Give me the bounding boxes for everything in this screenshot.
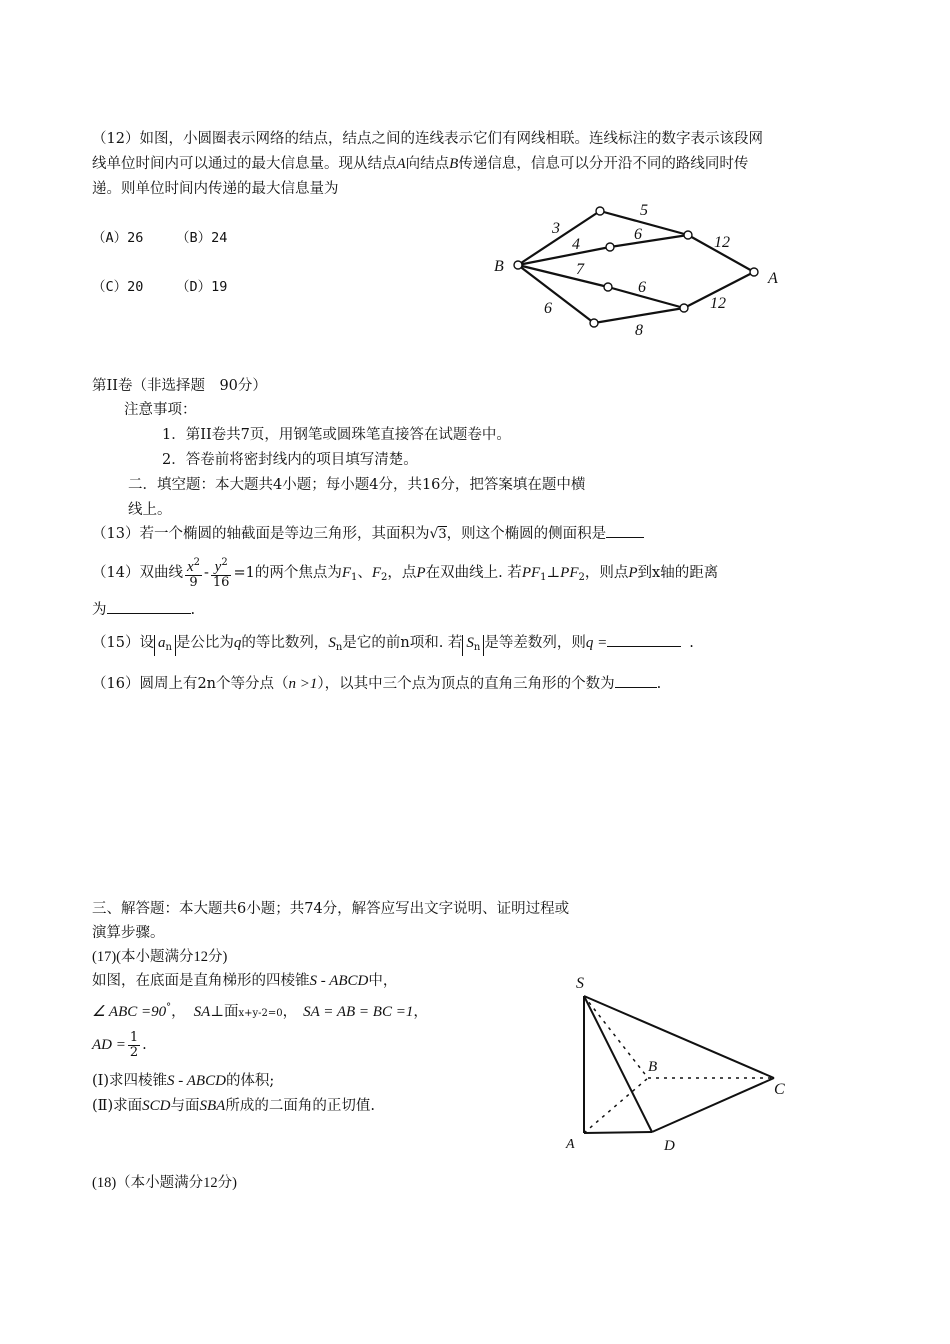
q17-line1 xyxy=(92,970,397,992)
q14-mid3: 在双曲线上. 若 xyxy=(425,565,522,581)
q17-i-pre: (Ⅰ)求四棱锥 xyxy=(92,1073,168,1089)
q17-den: 2 xyxy=(129,1044,139,1060)
q14-y: y xyxy=(214,559,222,575)
q14-x-exp: 2 xyxy=(193,557,200,568)
q12-line2 xyxy=(92,153,748,175)
q17-i-pyramid: S - ABCD xyxy=(167,1073,226,1089)
q14-den-9: 9 xyxy=(189,575,198,590)
q14-line2-text: 为 xyxy=(92,602,107,618)
q17-l1-post: 中， xyxy=(368,973,398,989)
q12-line2-c: 传递信息，信息可以分开沿不同的路线同时传 xyxy=(458,156,749,172)
weight-b-top2: 4 xyxy=(572,236,580,253)
q14-mid4: ，则点 xyxy=(584,565,629,581)
q15-pre: （15）设 xyxy=(92,635,154,651)
q12-option-b: （B）24 xyxy=(176,230,228,246)
q16-cond: n >1 xyxy=(288,676,318,692)
q18-title: (18)（本小题满分12分) xyxy=(92,1175,237,1191)
q14-line2 xyxy=(92,599,195,621)
q17-comma1: ， xyxy=(171,1004,186,1020)
q12-node-b: B xyxy=(449,156,459,172)
q14-pf1-sub: 1 xyxy=(540,572,547,583)
q12-option-d: （D）19 xyxy=(176,279,228,295)
q13 xyxy=(92,523,644,546)
notice-item-2: 2．答卷前将密封线内的项目填写清楚。 xyxy=(162,452,418,468)
q15-seq-a xyxy=(154,635,176,656)
q17-pyramid: S - ABCD xyxy=(309,973,369,989)
q17-ii-post: 所成的二面角的正切值. xyxy=(225,1098,375,1114)
q12-node-a: A xyxy=(396,156,406,172)
q16-pre: （16）圆周上有2n个等分点（ xyxy=(92,676,289,692)
q15-s-sub: n xyxy=(335,642,343,653)
label-c: C xyxy=(774,1081,785,1098)
network-figure xyxy=(480,195,790,345)
q14-den-16: 16 xyxy=(212,575,230,590)
notice-item-1: 1．第II卷共7页，用钢笔或圆珠笔直接答在试题卷中。 xyxy=(162,427,511,443)
weight-b-top1: 3 xyxy=(552,220,560,237)
q14-mid2: ，点 xyxy=(387,565,417,581)
q14-fraction-y xyxy=(211,556,232,590)
q17-num: 1 xyxy=(129,1029,139,1045)
q14-f2: F xyxy=(371,565,382,581)
q17-comma3: ， xyxy=(413,1004,428,1020)
part3-heading-line2: 演算步骤。 xyxy=(92,925,165,941)
edge-low1-mid2 xyxy=(608,287,684,308)
edge-low2-mid2 xyxy=(594,308,684,323)
label-a: A xyxy=(566,1137,575,1152)
q15-mid1: 是公比为 xyxy=(175,635,234,651)
label-d: D xyxy=(664,1138,675,1153)
weight-mid1-a: 12 xyxy=(714,234,730,251)
edge-sd xyxy=(584,996,652,1132)
q15-s2-sub: n xyxy=(473,642,481,653)
label-node-a: A xyxy=(768,270,778,287)
q12-line1: （12）如图，小圆圈表示网络的结点，结点之间的连线表示它们有网线相联。连线标注的数字表示该段网 xyxy=(92,131,763,147)
q12-line2-a: 线单位时间内可以通过的最大信息量。现从结点 xyxy=(92,156,397,172)
node-low1 xyxy=(604,283,612,291)
q14-eq1: =1 xyxy=(233,565,255,581)
notice-title: 注意事项： xyxy=(124,402,197,418)
node-low2 xyxy=(590,319,598,327)
q17-ad: AD = xyxy=(92,1037,126,1053)
q14-sep: 、 xyxy=(357,565,372,581)
q17-cond: SA = AB = BC =1 xyxy=(303,1004,414,1020)
q13-sqrt-sign: √ xyxy=(429,526,439,542)
q13-pre: （13）若一个椭圆的轴截面是等边三角形，其面积为 xyxy=(92,526,430,542)
q17-plane-eq: x+y-2=0 xyxy=(238,1008,283,1019)
q14-pf2: PF xyxy=(560,565,579,581)
q14-f1-sub: 1 xyxy=(351,572,358,583)
q13-sqrt-value: 3 xyxy=(438,527,447,542)
q17-sba: SBA xyxy=(199,1098,226,1114)
weight-low2-mid2: 8 xyxy=(635,322,643,339)
node-mid1 xyxy=(684,231,692,239)
q13-answer-blank[interactable] xyxy=(606,523,644,538)
weight-top2-mid1: 6 xyxy=(634,226,642,243)
q14-answer-blank[interactable] xyxy=(107,599,191,614)
q17-angle: ∠ ABC =90 xyxy=(92,1004,167,1020)
q12-option-a: （A）26 xyxy=(92,230,144,246)
q15-mid2: 的等比数列， xyxy=(241,635,329,651)
node-a xyxy=(750,268,758,276)
q14-perp: ⊥ xyxy=(546,565,561,581)
node-mid2 xyxy=(680,304,688,312)
q17-part2 xyxy=(92,1095,375,1117)
q15-seq-s xyxy=(462,635,484,656)
q17-dot: . xyxy=(142,1037,147,1053)
q17-comma2: ， xyxy=(282,1004,298,1020)
part2-heading: 第II卷（非选择题 90分） xyxy=(92,378,267,394)
q17-ii-pre: (Ⅱ)求面 xyxy=(92,1098,143,1114)
q17-line3 xyxy=(92,1028,147,1062)
q15-s2: S xyxy=(466,635,474,651)
fill-heading-line2: 线上。 xyxy=(128,502,172,518)
q14-p2: P xyxy=(628,565,638,581)
node-top2 xyxy=(606,243,614,251)
weight-mid2-a: 12 xyxy=(710,295,726,312)
q15-end: . xyxy=(689,635,694,651)
q17-scd: SCD xyxy=(142,1098,171,1114)
label-node-b: B xyxy=(494,258,504,275)
edge-sc xyxy=(584,996,774,1078)
q14-pf1: PF xyxy=(521,565,541,581)
q14-f1: F xyxy=(341,565,351,581)
part3-heading-line1: 三、解答题：本大题共6小题；共74分，解答应写出文字说明、证明过程或 xyxy=(92,901,570,917)
q17-perp: ⊥ xyxy=(210,1004,224,1020)
node-top1 xyxy=(596,207,604,215)
q15-a-sub: n xyxy=(165,642,172,653)
q15 xyxy=(92,628,694,663)
pyramid-figure xyxy=(560,968,800,1153)
weight-low1-mid2: 6 xyxy=(638,279,646,296)
q12-option-c: （C）20 xyxy=(92,279,144,295)
q14-pre: （14）双曲线 xyxy=(92,565,183,581)
q17-l1-pre: 如图，在底面是直角梯形的四棱锥 xyxy=(92,973,310,989)
q13-post: ，则这个椭圆的侧面积是 xyxy=(446,526,607,542)
q14-x: x xyxy=(186,559,194,575)
q15-a: a xyxy=(157,635,166,651)
node-b xyxy=(514,261,522,269)
edge-top2-mid1 xyxy=(610,235,688,247)
q14-minus: - xyxy=(204,565,209,581)
label-s: S xyxy=(576,975,584,992)
q15-mid4: 是等差数列，则 xyxy=(484,635,586,651)
q14-p: P xyxy=(416,565,426,581)
q17-line2 xyxy=(92,997,428,1025)
q15-answer-blank[interactable] xyxy=(607,632,681,647)
q14-mid1: 的两个焦点为 xyxy=(254,565,342,581)
weight-b-low1: 7 xyxy=(576,261,584,278)
edge-dc xyxy=(652,1078,774,1132)
q14-f2-sub: 2 xyxy=(381,572,388,583)
q16-post: ），以其中三个点为顶点的直角三角形的个数为 xyxy=(317,676,615,692)
q17-title: (17)(本小题满分12分) xyxy=(92,949,228,965)
q17-face: 面 xyxy=(223,1004,239,1020)
q17-degree: ° xyxy=(166,1002,172,1013)
q16 xyxy=(92,673,661,695)
q17-fraction-half xyxy=(128,1031,140,1060)
weight-b-low2: 6 xyxy=(544,300,552,317)
q14-line1 xyxy=(92,556,718,595)
q14-mid5: 到x轴的距离 xyxy=(637,565,719,581)
q15-eq: q = xyxy=(585,635,608,651)
edge-sb-hidden xyxy=(584,996,648,1078)
q15-s: S xyxy=(328,635,336,651)
q15-q: q xyxy=(233,635,242,651)
fill-heading-line1: 二．填空题：本大题共4小题；每小题4分，共16分，把答案填在题中横 xyxy=(128,477,586,493)
q14-fraction-x xyxy=(185,556,202,590)
q14-y-exp: 2 xyxy=(221,557,228,568)
q15-mid3: 是它的前n项和. 若 xyxy=(342,635,463,651)
q17-i-post: 的体积; xyxy=(225,1073,275,1089)
edge-ad xyxy=(584,1132,652,1133)
label-b: B xyxy=(648,1059,658,1075)
q16-answer-blank[interactable] xyxy=(615,673,657,688)
q17-sa: SA xyxy=(193,1004,211,1020)
q12-line3: 递。则单位时间内传递的最大信息量为 xyxy=(92,181,339,197)
q14-end: . xyxy=(190,602,196,618)
q17-part1 xyxy=(92,1070,274,1092)
q17-ii-mid: 与面 xyxy=(170,1098,200,1114)
q16-end: . xyxy=(656,676,662,692)
weight-top1-mid1: 5 xyxy=(640,202,648,219)
q14-pf2-sub: 2 xyxy=(578,572,585,583)
q12-line2-b: 向结点 xyxy=(405,156,450,172)
